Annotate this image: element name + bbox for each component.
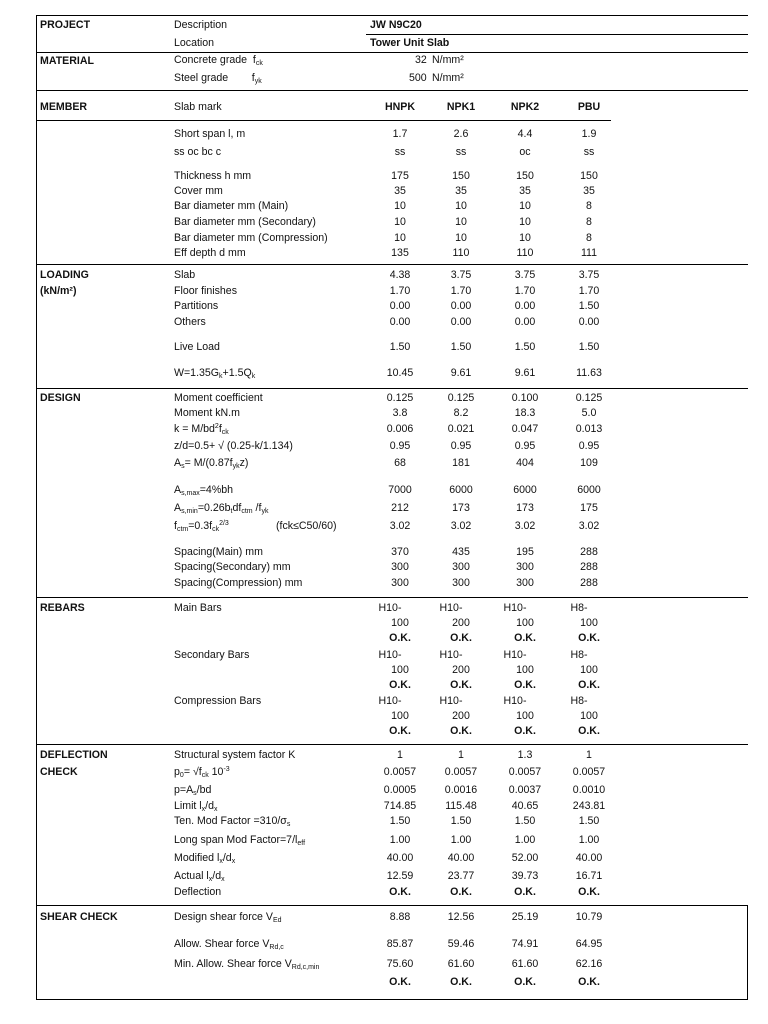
cell-ss-hnpk: ss: [394, 146, 406, 158]
rule-rebars: [36, 597, 748, 598]
cell-ok-npk2: O.K.: [514, 632, 536, 644]
column-header-hnpk: HNPK: [384, 101, 416, 113]
cell-allow-shear-npk1: 59.46: [447, 938, 475, 950]
cell-slab-hnpk: 4.38: [389, 269, 411, 281]
cell-ok-npk1: O.K.: [450, 632, 472, 644]
cell-mod-ld-npk1: 40.00: [447, 852, 475, 864]
label-short-span: Short span l, m: [174, 128, 246, 140]
label-design-shear-text: Design shear force V: [174, 911, 273, 923]
steel-unit: N/mm²: [432, 72, 464, 84]
cell-ss-pbu: ss: [583, 146, 595, 158]
cell-k-npk2: 0.047: [511, 423, 539, 435]
rule-loading: [36, 264, 748, 265]
cell-bar-main-pbu: 8: [586, 200, 592, 212]
cell-slab-npk2: 3.75: [514, 269, 536, 281]
section-deflection-check: CHECK: [40, 766, 78, 778]
label-spacing-main: Spacing(Main) mm: [174, 546, 263, 558]
label-compression-bars: Compression Bars: [174, 695, 262, 707]
cell-p0-pbu: 0.0057: [572, 766, 606, 778]
cell-bar-b-npk1: 200: [452, 617, 470, 629]
label-w-b: +1.5Q: [222, 367, 252, 379]
label-modified-ld-text: Modified l: [174, 852, 220, 864]
cell-act-ld-npk2: 39.73: [511, 870, 539, 882]
cell-partitions-hnpk: 0.00: [389, 300, 411, 312]
cell-cover-npk2: 35: [519, 185, 531, 197]
label-structural-factor: Structural system factor K: [174, 749, 296, 761]
cell-as-pbu: 109: [580, 457, 598, 469]
cell-shear-ok-pbu: O.K.: [578, 976, 600, 988]
cell-p0-npk2: 0.0057: [508, 766, 542, 778]
cell-moment-coef-pbu: 0.125: [575, 392, 603, 404]
label-limit-text: Limit l: [174, 800, 202, 812]
label-allow-shear: Allow. Shear force $V_{Rd,c}$: [174, 938, 284, 951]
label-moment: Moment kN.m: [174, 407, 240, 419]
slab-mark-label: Slab mark: [174, 101, 222, 113]
cell-eff-depth-npk2: 110: [516, 247, 534, 259]
cell-ten-mod-npk2: 1.50: [514, 815, 536, 827]
cell-thickness-pbu: 150: [580, 170, 598, 182]
section-material: MATERIAL: [40, 55, 94, 67]
section-project: PROJECT: [40, 19, 91, 31]
cell-k-pbu: 0.013: [575, 423, 603, 435]
cell-floor-npk1: 1.70: [450, 285, 472, 297]
cell-bar-a-npk1: H10-: [439, 649, 463, 661]
label-partitions: Partitions: [174, 300, 219, 312]
cell-ok-hnpk: O.K.: [389, 679, 411, 691]
cell-p-hnpk: 0.0005: [383, 784, 417, 796]
label-actual-ld-text: Actual l: [174, 870, 209, 882]
cell-eff-depth-pbu: 111: [580, 247, 598, 259]
cell-mod-ld-npk2: 52.00: [511, 852, 539, 864]
cell-bar-a-hnpk: H10-: [378, 602, 402, 614]
cell-sp-comp-pbu: 288: [580, 577, 598, 589]
cell-cover-npk1: 35: [455, 185, 467, 197]
cell-k-hnpk: 0.006: [386, 423, 414, 435]
left-rule: [36, 15, 37, 1000]
column-header-npk2: NPK2: [510, 101, 540, 113]
cell-min-allow-shear-hnpk: 75.60: [386, 958, 414, 970]
cell-bar-a-pbu: H8-: [570, 649, 588, 661]
cell-limit-pbu: 243.81: [572, 800, 606, 812]
cell-partitions-npk1: 0.00: [450, 300, 472, 312]
cell-bar-b-npk1: 200: [452, 664, 470, 676]
cell-asmin-npk1: 173: [452, 502, 470, 514]
cell-bar-main-npk2: 10: [519, 200, 531, 212]
cell-sp-sec-pbu: 288: [580, 561, 598, 573]
cell-bar-comp-npk2: 10: [519, 232, 531, 244]
steel-label-text: Steel grade: [174, 72, 229, 84]
cell-bar-b-npk2: 100: [516, 710, 534, 722]
cell-bar-sec-npk2: 10: [519, 216, 531, 228]
cell-mod-ld-pbu: 40.00: [575, 852, 603, 864]
cell-sp-sec-hnpk: 300: [391, 561, 409, 573]
cell-bar-b-hnpk: 100: [391, 710, 409, 722]
cell-as-npk1: 181: [452, 457, 470, 469]
cell-limit-hnpk: 714.85: [383, 800, 417, 812]
cell-bar-sec-hnpk: 10: [394, 216, 406, 228]
cell-bar-b-pbu: 100: [580, 710, 598, 722]
label-fck-condition: (fck≤C50/60): [276, 520, 337, 532]
concrete-value: 32: [415, 54, 427, 66]
cell-zd-npk1: 0.95: [450, 440, 472, 452]
right-rule: [747, 905, 748, 999]
label-p: $p=A_s/bd$: [174, 784, 212, 797]
steel-label: Steel grade $f_{yk}$: [174, 72, 262, 85]
cell-bar-main-hnpk: 10: [394, 200, 406, 212]
label-deflection: Deflection: [174, 886, 222, 898]
cell-slab-pbu: 3.75: [578, 269, 600, 281]
cell-shear-ok-npk2: O.K.: [514, 976, 536, 988]
cell-long-mod-npk2: 1.00: [514, 834, 536, 846]
cell-min-allow-shear-pbu: 62.16: [575, 958, 603, 970]
cell-zd-npk2: 0.95: [514, 440, 536, 452]
cell-shear-ok-hnpk: O.K.: [389, 976, 411, 988]
cell-shear-ok-npk1: O.K.: [450, 976, 472, 988]
cell-short-span-pbu: 1.9: [581, 128, 597, 140]
cell-bar-b-npk2: 100: [516, 664, 534, 676]
cell-ssf-npk1: 1: [458, 749, 464, 761]
label-main-bars: Main Bars: [174, 602, 222, 614]
cell-partitions-pbu: 1.50: [578, 300, 600, 312]
label-fctm: $f_{ctm}=0.3f_{ck}^{2/3}$: [174, 520, 229, 533]
cell-design-shear-npk1: 12.56: [447, 911, 475, 923]
label-as-text: A: [174, 457, 182, 469]
section-deflection: DEFLECTION: [40, 749, 108, 761]
cell-asmin-hnpk: 212: [391, 502, 409, 514]
cell-k-npk1: 0.021: [447, 423, 475, 435]
cell-floor-pbu: 1.70: [578, 285, 600, 297]
label-bar-compression: Bar diameter mm (Compression): [174, 232, 328, 244]
section-member: MEMBER: [40, 101, 88, 113]
label-support: ss oc bc c: [174, 146, 222, 158]
cell-allow-shear-pbu: 64.95: [575, 938, 603, 950]
label-p0: $p_0= √f_{ck}$ $10^{-3}$: [174, 766, 230, 779]
cell-design-shear-hnpk: 8.88: [389, 911, 411, 923]
cell-asmin-pbu: 175: [580, 502, 598, 514]
label-eff-depth: Eff depth d mm: [174, 247, 246, 259]
label-w: $W=1.35G_k+1.5Q_k$: [174, 367, 256, 380]
label-moment-coefficient: Moment coefficient: [174, 392, 263, 404]
label-as-max: $A_{s,max}=4\%bh$: [174, 484, 234, 497]
cell-ok-npk2: O.K.: [514, 679, 536, 691]
cell-as-npk2: 404: [516, 457, 534, 469]
label-tension-mod-text: Ten. Mod Factor =310/σ: [174, 815, 287, 827]
label-bar-secondary: Bar diameter mm (Secondary): [174, 216, 316, 228]
cell-ok-npk2: O.K.: [514, 725, 536, 737]
cell-ok-pbu: O.K.: [578, 679, 600, 691]
description-label: Description: [174, 19, 227, 31]
cell-fctm-pbu: 3.02: [578, 520, 600, 532]
cell-bar-comp-npk1: 10: [455, 232, 467, 244]
cell-bar-comp-pbu: 8: [586, 232, 592, 244]
cell-asmax-hnpk: 7000: [388, 484, 412, 496]
cell-as-hnpk: 68: [394, 457, 406, 469]
label-design-shear: Design shear force $V_{Ed}$: [174, 911, 282, 924]
cell-others-hnpk: 0.00: [389, 316, 411, 328]
rule-shear: [36, 905, 748, 906]
label-zd: z/d=0.5+ √ (0.25-k/1.134): [174, 440, 293, 452]
cell-floor-hnpk: 1.70: [389, 285, 411, 297]
cell-bar-b-pbu: 100: [580, 617, 598, 629]
label-floor-finishes: Floor finishes: [174, 285, 237, 297]
location-label: Location: [174, 37, 215, 49]
cell-bar-b-hnpk: 100: [391, 617, 409, 629]
cell-bar-a-npk1: H10-: [439, 602, 463, 614]
cell-moment-pbu: 5.0: [581, 407, 597, 419]
cell-asmax-npk1: 6000: [449, 484, 473, 496]
rule-design: [36, 388, 748, 389]
cell-w-npk2: 9.61: [514, 367, 536, 379]
cell-eff-depth-npk1: 110: [452, 247, 470, 259]
cell-ssf-hnpk: 1: [397, 749, 403, 761]
label-cover: Cover mm: [174, 185, 223, 197]
label-live-load: Live Load: [174, 341, 220, 353]
cell-bar-main-npk1: 10: [455, 200, 467, 212]
cell-ss-npk2: oc: [519, 146, 531, 158]
cell-sp-main-hnpk: 370: [391, 546, 409, 558]
cell-eff-depth-hnpk: 135: [391, 247, 409, 259]
cell-allow-shear-hnpk: 85.87: [386, 938, 414, 950]
cell-short-span-npk2: 4.4: [517, 128, 533, 140]
cell-min-allow-shear-npk1: 61.60: [447, 958, 475, 970]
column-header-pbu: PBU: [577, 101, 601, 113]
cell-p-pbu: 0.0010: [572, 784, 606, 796]
concrete-label-text: Concrete grade: [174, 54, 248, 66]
rule-material: [36, 52, 748, 53]
section-loading: LOADING: [40, 269, 89, 281]
location-value: Tower Unit Slab: [370, 37, 450, 49]
cell-thickness-npk2: 150: [516, 170, 534, 182]
cell-moment-hnpk: 3.8: [392, 407, 408, 419]
cell-sp-comp-npk2: 300: [516, 577, 534, 589]
cell-fctm-npk1: 3.02: [450, 520, 472, 532]
cell-live-pbu: 1.50: [578, 341, 600, 353]
cell-design-shear-npk2: 25.19: [511, 911, 539, 923]
label-thickness: Thickness h mm: [174, 170, 252, 182]
label-fctm-text: f: [174, 520, 177, 532]
cell-sp-sec-npk2: 300: [516, 561, 534, 573]
label-others: Others: [174, 316, 206, 328]
cell-thickness-npk1: 150: [452, 170, 470, 182]
cell-design-shear-pbu: 10.79: [575, 911, 603, 923]
cell-short-span-hnpk: 1.7: [392, 128, 408, 140]
cell-ten-mod-hnpk: 1.50: [389, 815, 411, 827]
label-k-text: k = M/bd: [174, 423, 215, 435]
label-spacing-compression: Spacing(Compression) mm: [174, 577, 303, 589]
rule-member: [36, 90, 748, 91]
cell-thickness-hnpk: 175: [391, 170, 409, 182]
section-shear: SHEAR CHECK: [40, 911, 118, 923]
label-secondary-bars: Secondary Bars: [174, 649, 250, 661]
cell-ten-mod-pbu: 1.50: [578, 815, 600, 827]
cell-moment-npk2: 18.3: [514, 407, 536, 419]
cell-bar-a-npk2: H10-: [503, 602, 527, 614]
cell-bar-b-npk2: 100: [516, 617, 534, 629]
cell-asmin-npk2: 173: [516, 502, 534, 514]
label-p0-text: p: [174, 766, 180, 778]
cell-bar-a-hnpk: H10-: [378, 695, 402, 707]
cell-mod-ld-hnpk: 40.00: [386, 852, 414, 864]
label-min-allow-shear-text: Min. Allow. Shear force V: [174, 958, 292, 970]
cell-deflection-hnpk: O.K.: [389, 886, 411, 898]
label-allow-shear-text: Allow. Shear force V: [174, 938, 270, 950]
concrete-label: Concrete grade $f_{ck}$: [174, 54, 263, 67]
cell-sp-sec-npk1: 300: [452, 561, 470, 573]
cell-deflection-npk2: O.K.: [514, 886, 536, 898]
label-spacing-secondary: Spacing(Secondary) mm: [174, 561, 291, 573]
cell-ok-npk1: O.K.: [450, 725, 472, 737]
cell-w-npk1: 9.61: [450, 367, 472, 379]
cell-others-pbu: 0.00: [578, 316, 600, 328]
cell-ok-pbu: O.K.: [578, 725, 600, 737]
section-rebars: REBARS: [40, 602, 85, 614]
cell-p0-npk1: 0.0057: [444, 766, 478, 778]
description-value: JW N9C20: [370, 19, 422, 31]
cell-bar-a-npk2: H10-: [503, 695, 527, 707]
label-long-span-mod-text: Long span Mod Factor=7/l: [174, 834, 298, 846]
label-long-span-mod: Long span Mod $Factor=7/l_{eff}$: [174, 834, 306, 847]
cell-act-ld-pbu: 16.71: [575, 870, 603, 882]
cell-zd-hnpk: 0.95: [389, 440, 411, 452]
cell-moment-coef-npk2: 0.100: [511, 392, 539, 404]
cell-live-npk2: 1.50: [514, 341, 536, 353]
cell-long-mod-npk1: 1.00: [450, 834, 472, 846]
cell-limit-npk2: 40.65: [511, 800, 539, 812]
label-p-text: p=A: [174, 784, 194, 796]
cell-ok-hnpk: O.K.: [389, 632, 411, 644]
label-bar-main: Bar diameter mm (Main): [174, 200, 289, 212]
cell-act-ld-npk1: 23.77: [447, 870, 475, 882]
cell-moment-npk1: 8.2: [453, 407, 469, 419]
cell-live-npk1: 1.50: [450, 341, 472, 353]
concrete-unit: N/mm²: [432, 54, 464, 66]
cell-fctm-npk2: 3.02: [514, 520, 536, 532]
cell-moment-coef-npk1: 0.125: [447, 392, 475, 404]
cell-sp-main-npk2: 195: [516, 546, 534, 558]
label-tension-mod: Ten. Mod Factor $=310/\sigma_s$: [174, 815, 291, 828]
cell-partitions-npk2: 0.00: [514, 300, 536, 312]
steel-value: 500: [409, 72, 427, 84]
label-as-min-text: A: [174, 502, 182, 514]
cell-bar-b-hnpk: 100: [391, 664, 409, 676]
cell-deflection-npk1: O.K.: [450, 886, 472, 898]
cell-allow-shear-npk2: 74.91: [511, 938, 539, 950]
cell-bar-a-hnpk: H10-: [378, 649, 402, 661]
cell-bar-b-npk1: 200: [452, 710, 470, 722]
label-k: $k = M/bd^2f_{ck}$: [174, 423, 229, 436]
cell-w-hnpk: 10.45: [386, 367, 414, 379]
cell-moment-coef-hnpk: 0.125: [386, 392, 414, 404]
cell-bar-a-npk2: H10-: [503, 649, 527, 661]
cell-ten-mod-npk1: 1.50: [450, 815, 472, 827]
cell-bar-a-pbu: H8-: [570, 695, 588, 707]
label-modified-ld: Modified $l_x/d_x$: [174, 852, 236, 865]
cell-sp-main-npk1: 435: [452, 546, 470, 558]
cell-p-npk2: 0.0037: [508, 784, 542, 796]
label-as-max-text: A: [174, 484, 182, 496]
cell-asmax-pbu: 6000: [577, 484, 601, 496]
cell-bar-b-pbu: 100: [580, 664, 598, 676]
cell-cover-pbu: 35: [583, 185, 595, 197]
rule-member-sub: [36, 120, 611, 121]
cell-bar-a-npk1: H10-: [439, 695, 463, 707]
cell-others-npk1: 0.00: [450, 316, 472, 328]
top-rule: [36, 15, 748, 16]
cell-ok-hnpk: O.K.: [389, 725, 411, 737]
column-header-npk1: NPK1: [446, 101, 476, 113]
label-as: $A_s= M/(0.87f_{yk}z)$: [174, 457, 249, 470]
cell-min-allow-shear-npk2: 61.60: [511, 958, 539, 970]
cell-p0-hnpk: 0.0057: [383, 766, 417, 778]
label-min-allow-shear: Min. Allow. Shear force $V_{Rd,c,min}$: [174, 958, 320, 971]
bottom-rule: [36, 999, 748, 1000]
label-limit: Limit $l_x/d_x$: [174, 800, 218, 813]
cell-bar-comp-hnpk: 10: [394, 232, 406, 244]
cell-sp-main-pbu: 288: [580, 546, 598, 558]
cell-act-ld-hnpk: 12.59: [386, 870, 414, 882]
cell-ssf-pbu: 1: [586, 749, 592, 761]
cell-long-mod-hnpk: 1.00: [389, 834, 411, 846]
label-actual-ld: Actual $l_x/d_x$: [174, 870, 225, 883]
cell-live-hnpk: 1.50: [389, 341, 411, 353]
cell-bar-sec-pbu: 8: [586, 216, 592, 228]
rule-deflection: [36, 744, 748, 745]
cell-p-npk1: 0.0016: [444, 784, 478, 796]
cell-bar-a-pbu: H8-: [570, 602, 588, 614]
section-design: DESIGN: [40, 392, 81, 404]
cell-ok-pbu: O.K.: [578, 632, 600, 644]
cell-long-mod-pbu: 1.00: [578, 834, 600, 846]
cell-cover-hnpk: 35: [394, 185, 406, 197]
section-loading-unit: (kN/m²): [40, 285, 77, 297]
cell-floor-npk2: 1.70: [514, 285, 536, 297]
label-as-min: $A_{s,min}=0.26b_tdf_{ctm}$ $/f_{yk}$: [174, 502, 269, 515]
cell-limit-npk1: 115.48: [445, 800, 477, 812]
rule-location: [366, 34, 748, 35]
cell-asmax-npk2: 6000: [513, 484, 537, 496]
cell-ok-npk1: O.K.: [450, 679, 472, 691]
cell-others-npk2: 0.00: [514, 316, 536, 328]
cell-ss-npk1: ss: [455, 146, 467, 158]
cell-w-pbu: 11.63: [576, 367, 602, 379]
label-w-a: W=1.35G: [174, 367, 220, 379]
cell-slab-npk1: 3.75: [450, 269, 472, 281]
cell-short-span-npk1: 2.6: [453, 128, 469, 140]
cell-sp-comp-npk1: 300: [452, 577, 470, 589]
cell-sp-comp-hnpk: 300: [391, 577, 409, 589]
label-slab: Slab: [174, 269, 196, 281]
cell-zd-pbu: 0.95: [578, 440, 600, 452]
cell-ssf-npk2: 1.3: [517, 749, 533, 761]
cell-deflection-pbu: O.K.: [578, 886, 600, 898]
cell-fctm-hnpk: 3.02: [389, 520, 411, 532]
cell-bar-sec-npk1: 10: [455, 216, 467, 228]
